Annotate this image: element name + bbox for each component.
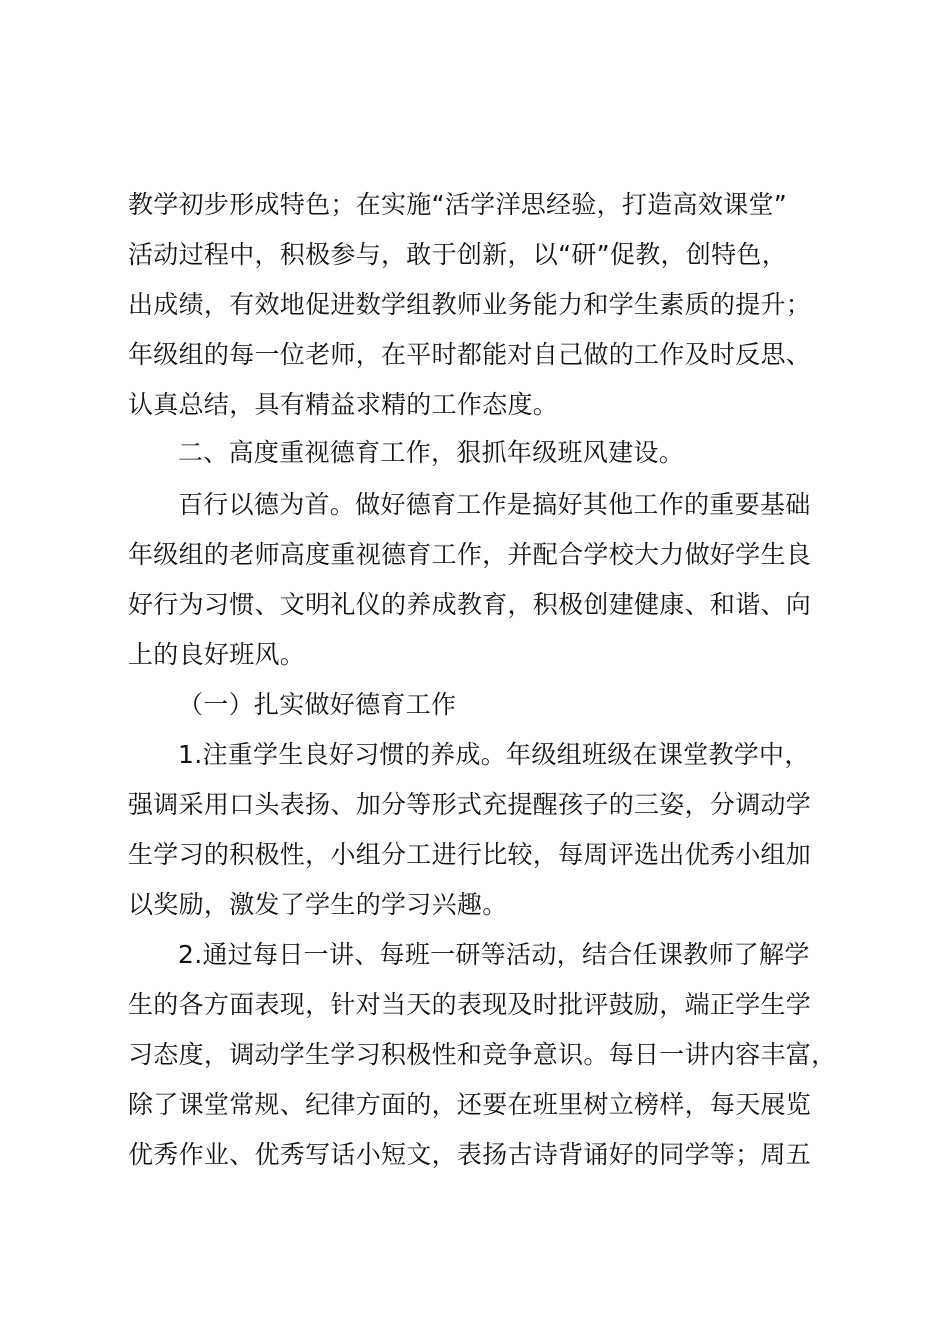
text-line: 年级组的老师高度重视德育工作，并配合学校大力做好学生良 [128,540,812,569]
text-line: 上的良好班风。 [128,640,306,669]
text-line: 百行以德为首。做好德育工作是搞好其他工作的重要基础 [178,490,811,519]
text-line: 出成绩，有效地促进数学组教师业务能力和学生素质的提升； [128,290,812,319]
text-line: 认真总结，具有精益求精的工作态度。 [128,390,559,419]
text-line: 好行为习惯、文明礼仪的养成教育，积极创建健康、和谐、向 [128,590,812,619]
section-heading: 二、高度重视德育工作，狠抓年级班风建设。 [178,438,685,467]
text-line: 习态度，调动学生学习积极性和竞争意识。每日一讲内容丰富， [128,1040,837,1069]
text-line: 生学习的积极性，小组分工进行比较，每周评选出优秀小组加 [128,840,812,869]
text-line: 强调采用口头表扬、加分等形式充提醒孩子的三姿，分调动学 [128,790,812,819]
text-line: 生的各方面表现，针对当天的表现及时批评鼓励，端正学生学 [128,990,812,1019]
subsection-heading: （一）扎实做好德育工作 [178,690,457,719]
text-line: 活动过程中，积极参与，敢于创新，以“研”促教，创特色， [128,240,788,269]
text-line: 1.注重学生良好习惯的养成。年级组班级在课堂教学中， [178,740,810,769]
text-line: 年级组的每一位老师，在平时都能对自己做的工作及时反思、 [128,340,812,369]
text-line: 2.通过每日一讲、每班一研等活动，结合任课教师了解学 [178,940,810,969]
text-line: 教学初步形成特色；在实施“活学洋思经验，打造高效课堂” [128,190,788,219]
text-line: 以奖励，激发了学生的学习兴趣。 [128,890,508,919]
text-line: 优秀作业、优秀写话小短文，表扬古诗背诵好的同学等；周五 [128,1140,812,1169]
text-line: 除了课堂常规、纪律方面的，还要在班里树立榜样，每天展览 [128,1090,812,1119]
